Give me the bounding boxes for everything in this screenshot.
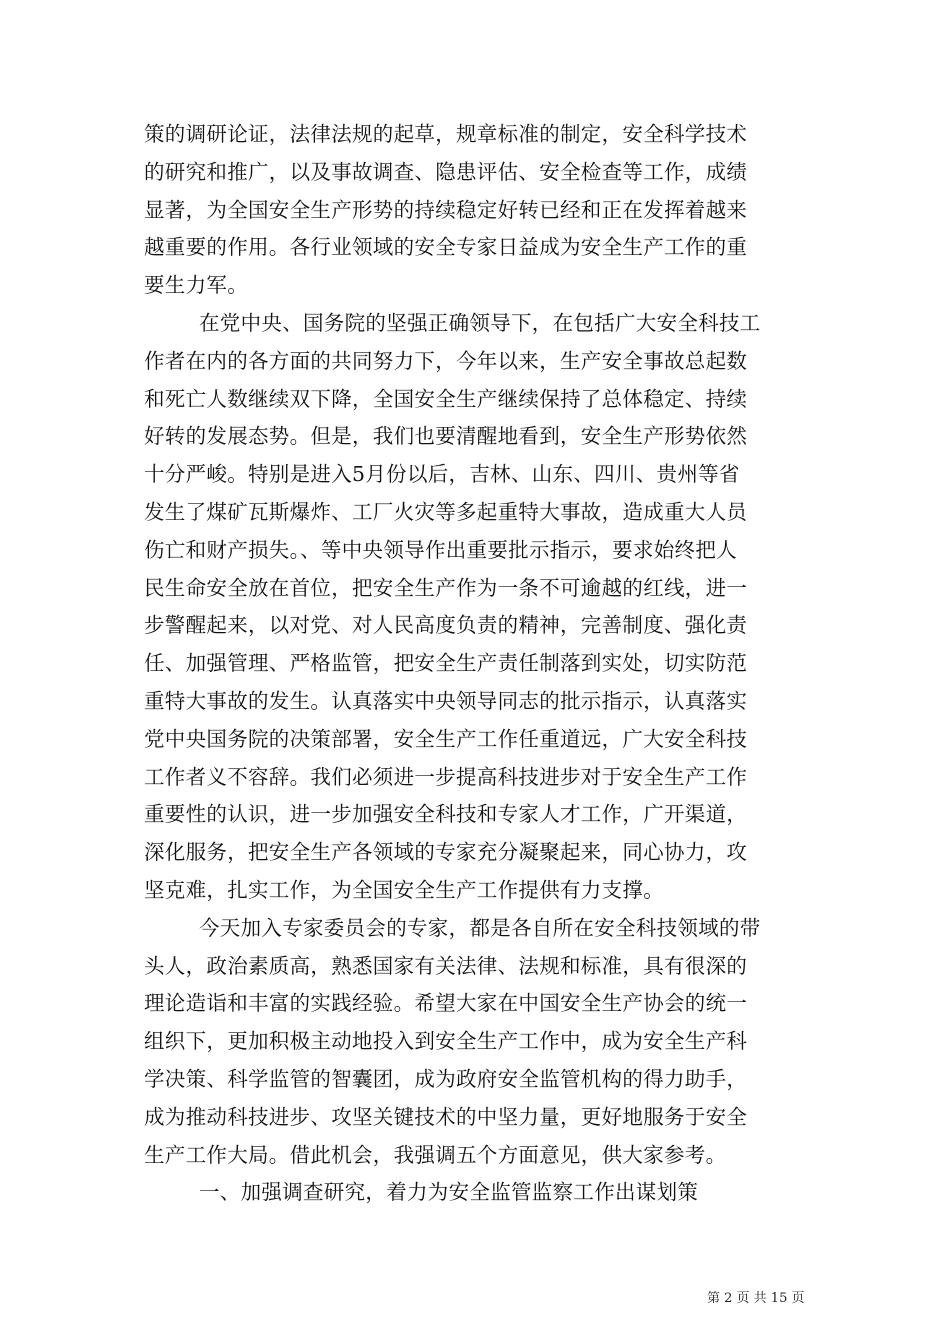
- text-line: 好转的发展态势。但是，我们也要清醒地看到，安全生产形势依然: [144, 424, 748, 449]
- text-line: 深化服务，把安全生产各领域的专家充分凝聚起来，同心协力，攻: [144, 840, 748, 865]
- text-line: 坚克难，扎实工作，为全国安全生产工作提供有力支撑。: [144, 877, 664, 902]
- text-line: 的研究和推广，以及事故调查、隐患评估、安全检查等工作，成绩: [144, 159, 748, 184]
- text-line: 伤亡和财产损失。、等中央领导作出重要批示指示，要求始终把人: [144, 537, 737, 562]
- text-line: 十分严峻。特别是进入5月份以后，吉林、山东、四川、贵州等省: [144, 462, 740, 487]
- text-line: 学决策、科学监管的智囊团，成为政府安全监管机构的得力助手，: [144, 1066, 748, 1091]
- text-line: 越重要的作用。各行业领域的安全专家日益成为安全生产工作的重: [144, 235, 748, 260]
- page-number: 第 2 页 共 15 页: [707, 1291, 805, 1306]
- paragraph-first-line: 一、加强调查研究，着力为安全监管监察工作出谋划策: [199, 1180, 699, 1205]
- text-line: 和死亡人数继续双下降，全国安全生产继续保持了总体稳定、持续: [144, 386, 748, 411]
- text-line: 重特大事故的发生。认真落实中央领导同志的批示指示，认真落实: [144, 688, 748, 713]
- text-line: 策的调研论证，法律法规的起草，规章标准的制定，安全科学技术: [144, 122, 748, 146]
- text-line: 发生了煤矿瓦斯爆炸、工厂火灾等多起重特大事故，造成重大人员: [144, 499, 748, 524]
- text-line: 任、加强管理、严格监管，把安全生产责任制落到实处，切实防范: [144, 651, 748, 676]
- document-body: [144, 116, 810, 1212]
- text-line: 工作者义不容辞。我们必须进一步提高科技进步对于安全生产工作: [144, 764, 748, 789]
- text-line: 成为推动科技进步、攻坚关键技术的中坚力量，更好地服务于安全: [144, 1104, 748, 1129]
- text-line: 步警醒起来，以对党、对人民高度负责的精神，完善制度、强化责: [144, 613, 748, 638]
- text-line: 党中央国务院的决策部署，安全生产工作任重道远，广大安全科技: [144, 726, 748, 751]
- text-line: 重要性的认识，进一步加强安全科技和专家人才工作，广开渠道，: [144, 802, 748, 827]
- text-line: 显著，为全国安全生产形势的持续稳定好转已经和正在发挥着越来: [144, 197, 748, 222]
- text-line: 理论造诣和丰富的实践经验。希望大家在中国安全生产协会的统一: [144, 991, 748, 1016]
- text-line: 组织下，更加积极主动地投入到安全生产工作中，成为安全生产科: [144, 1029, 748, 1054]
- paragraph-first-line: 在党中央、国务院的坚强正确领导下，在包括广大安全科技工: [199, 310, 761, 335]
- text-line: 民生命安全放在首位，把安全生产作为一条不可逾越的红线，进一: [144, 575, 748, 600]
- text-line: 作者在内的各方面的共同努力下，今年以来，生产安全事故总起数: [144, 348, 748, 373]
- text-line: 生产工作大局。借此机会，我强调五个方面意见，供大家参考。: [144, 1142, 727, 1167]
- text-line: 要生力军。: [144, 273, 248, 298]
- text-line: 头人，政治素质高，熟悉国家有关法律、法规和标准，具有很深的: [144, 953, 748, 978]
- paragraph-first-line: 今天加入专家委员会的专家，都是各自所在安全科技领域的带: [199, 915, 761, 940]
